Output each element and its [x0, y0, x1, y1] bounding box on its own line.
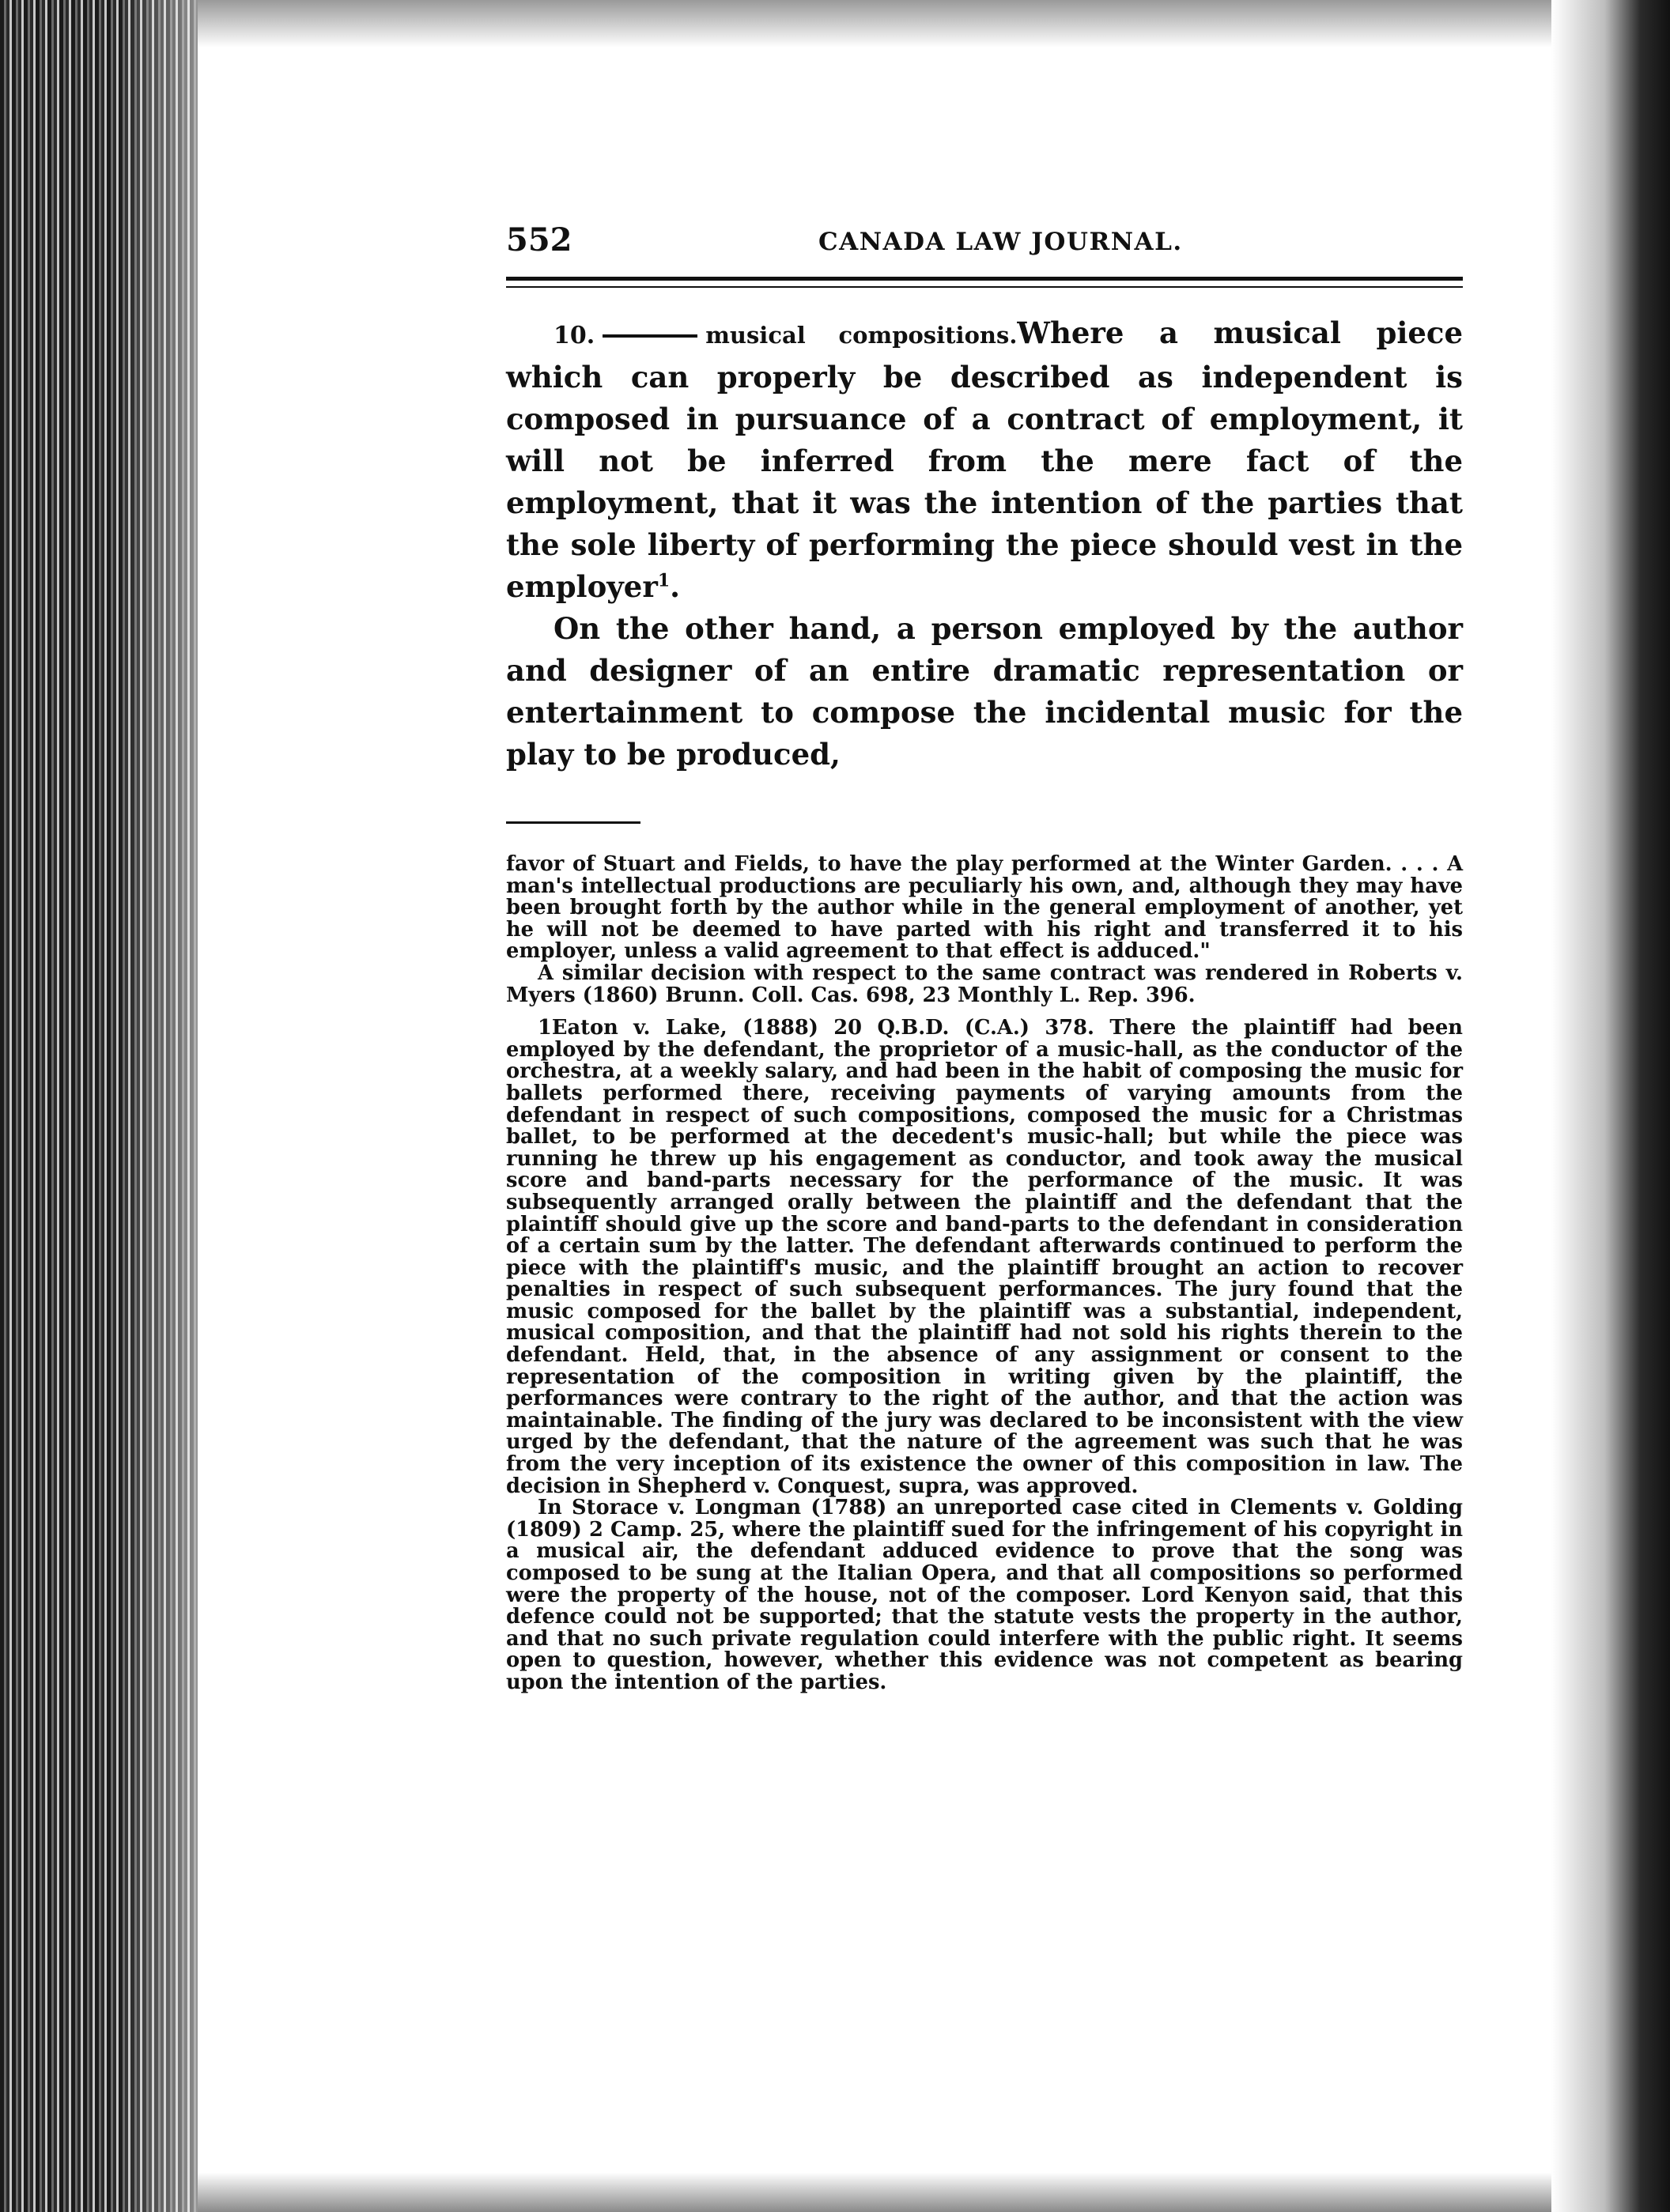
scan-edge-shadow-right	[1551, 0, 1670, 2212]
footnote-similar-decision: A similar decision with respect to the same contract was rendered in Roberts v. Myers (1860) Brunn. Coll. Cas. 698, 23 Monthly L. Rep. 396.	[506, 961, 1463, 1007]
footnote-1: 1Eaton v. Lake, (1888) 20 Q.B.D. (C.A.) 378. There the plaintiff had been employed by the defendant, the proprietor of a music-hall, as the conductor of the orchestra, at a weekly salary, and had been in the habit of composing the music for ballets performed there, receiving payments of varying amounts from the defendant in respect of such compositions, composed the music for a Christmas ballet, to be performed at the decedent's music-hall; but while the piece was running he threw up his engagement as conductor, and took away the musical score and band-parts necessary for the performance of the music. It was subsequently arranged orally between the plaintiff and the defendant that the plaintiff should give up the score and band-parts to the defendant in consideration of a certain sum by the latter. The defendant afterwards continued to perform the piece with the plaintiff's music, and the plaintiff brought an action to recover penalties in respect of such subsequent performances. The jury found that the music composed for the ballet by the plaintiff was a substantial, independent, musical composition, and that the plaintiff had not sold his rights therein to the defendant. Held, that, in the absence of any assignment or consent to the representation of the composition in writing given by the plaintiff, the performances were contrary to the right of the author, and that the action was maintainable. The finding of the jury was declared to be inconsistent with the view urged by the defendant, that the nature of the agreement was such that he was from the very inception of its existence the owner of this composition in law. The decision in Shepherd v. Conquest, supra, was approved.	[506, 1016, 1463, 1498]
footnote-ref: 1	[657, 570, 671, 591]
footnotes	[506, 854, 1463, 1694]
section-title: musical compositions.	[705, 322, 1018, 349]
section-paragraph-1	[506, 312, 1463, 608]
section-dash	[603, 334, 697, 338]
main-text	[506, 312, 1463, 776]
journal-title: CANADA LAW JOURNAL.	[818, 228, 1183, 256]
section-text-end: .	[670, 569, 681, 604]
section-paragraph-2: On the other hand, a person employed by the author and designer of an entire dramatic representation or entertainment to compose the incidental music for the play to be produced,	[506, 611, 1463, 772]
scan-edge-shadow-top	[198, 0, 1551, 47]
scan-shadow-fade	[119, 0, 277, 2212]
section-text: Where a musical piece which can properly be described as independent is composed in pursuance of a contract of employment, it will not be inferred from the mere fact of the employment, that it was the intention of the parties that the sole liberty of performing the piece should vest in the employer	[506, 315, 1463, 604]
footnote-storace: In Storace v. Longman (1788) an unreported case cited in Clements v. Golding (1809) 2 Camp. 25, where the plaintiff sued for the infringement of his copyright in a musical air, the defendant adduced evidence to prove that the song was composed to be sung at the Italian Opera, and that all compositions so performed were the property of the house, not of the composer. Lord Kenyon said, that this defence could not be supported; that the statute vests the property in the author, and that no such private regulation could interfere with the public right. It seems open to question, however, whether this evidence was not competent as bearing upon the intention of the parties.	[506, 1496, 1463, 1694]
page-number: 552	[506, 221, 572, 259]
footnote-rule	[506, 821, 640, 824]
running-head	[506, 213, 1463, 281]
document-page	[506, 213, 1463, 1694]
scan-edge-shadow-bottom	[198, 2172, 1551, 2212]
section-number: 10.	[554, 322, 595, 349]
footnote-continuation: favor of Stuart and Fields, to have the play performed at the Winter Garden. . . . A man's intellectual productions are peculiarly his own, and, although they may have been brought forth by the author while in the general employment of another, yet he will not be deemed to have parted with his right and transferred it to his employer, unless a valid agreement to that effect is adduced."	[506, 852, 1463, 964]
